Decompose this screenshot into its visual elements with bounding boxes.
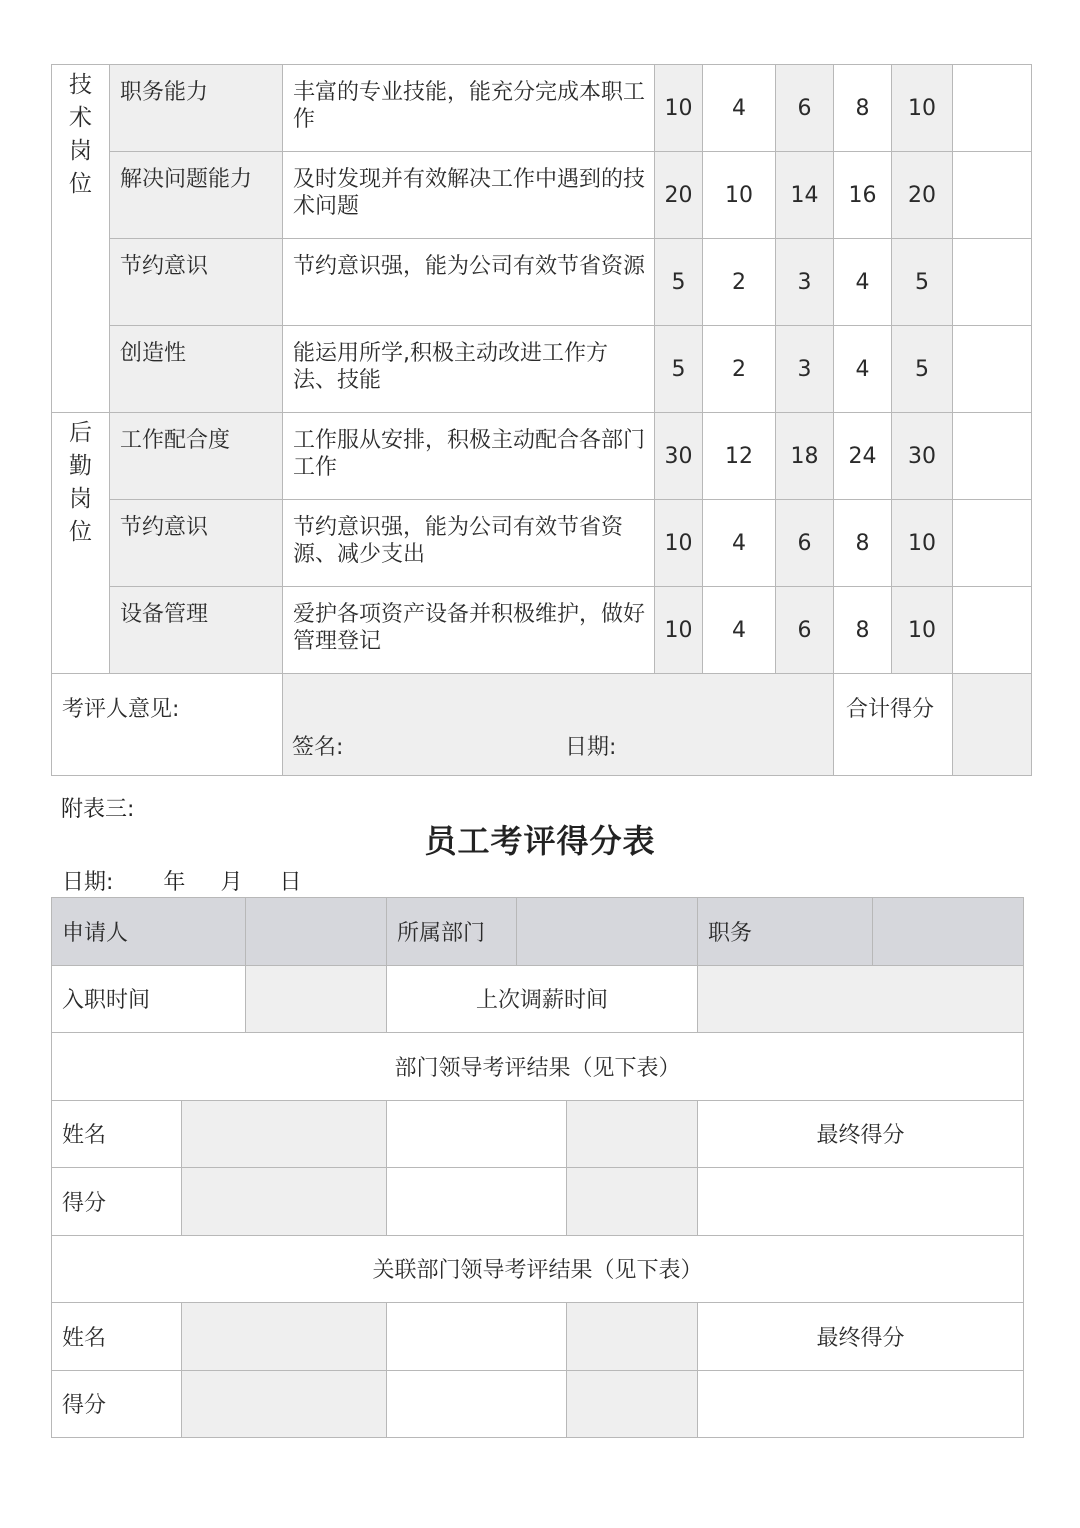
- score-cell: 5: [655, 326, 703, 413]
- score-cell: 10: [892, 500, 953, 587]
- table-row: [52, 65, 1032, 152]
- section-row: [52, 1033, 1024, 1101]
- actual-score-cell[interactable]: [953, 152, 1032, 239]
- category-label: 后勤岗位: [69, 420, 92, 545]
- item-cell: 创造性: [110, 326, 283, 413]
- score-cell: 10: [892, 587, 953, 674]
- final-score-field[interactable]: [698, 1168, 1024, 1236]
- score-cell: 20: [892, 152, 953, 239]
- score-row: [52, 1168, 1024, 1236]
- remarks-row: [52, 674, 1032, 776]
- score-row: [52, 1370, 1024, 1438]
- date-label: 日期:: [565, 735, 617, 760]
- applicant-field[interactable]: [246, 898, 387, 966]
- name-label: 姓名: [52, 1303, 182, 1371]
- description-cell: 节约意识强，能为公司有效节省资源、减少支出: [283, 500, 655, 587]
- score-cell: 4: [834, 326, 892, 413]
- name-label: 姓名: [52, 1100, 182, 1168]
- final-score-label: 最终得分: [698, 1100, 1024, 1168]
- score-label: 得分: [52, 1168, 182, 1236]
- date-line-label: 日期:: [62, 870, 114, 895]
- actual-score-cell[interactable]: [953, 500, 1032, 587]
- final-score-field[interactable]: [698, 1370, 1024, 1438]
- score-field[interactable]: [387, 1370, 567, 1438]
- actual-score-cell[interactable]: [953, 239, 1032, 326]
- score-cell: 5: [892, 239, 953, 326]
- score-cell: 14: [776, 152, 834, 239]
- last-raise-label: 上次调薪时间: [387, 965, 698, 1033]
- position-label: 职务: [698, 898, 873, 966]
- score-cell: 3: [776, 239, 834, 326]
- score-cell: 3: [776, 326, 834, 413]
- item-cell: 节约意识: [110, 500, 283, 587]
- score-cell: 18: [776, 413, 834, 500]
- score-form-table: [51, 897, 1024, 1438]
- hire-date-row: [52, 965, 1024, 1033]
- department-field[interactable]: [517, 898, 698, 966]
- score-cell: 6: [776, 500, 834, 587]
- description-cell: 爱护各项资产设备并积极维护，做好管理登记: [283, 587, 655, 674]
- actual-score-cell[interactable]: [953, 326, 1032, 413]
- score-cell: 10: [892, 65, 953, 152]
- score-cell: 8: [834, 500, 892, 587]
- score-cell: 12: [703, 413, 776, 500]
- name-field[interactable]: [567, 1100, 698, 1168]
- score-cell: 30: [892, 413, 953, 500]
- evaluation-criteria-table: [51, 64, 1032, 776]
- total-score-cell[interactable]: [953, 674, 1032, 776]
- name-field[interactable]: [182, 1303, 387, 1371]
- score-cell: 10: [655, 65, 703, 152]
- month-label: 月: [220, 870, 243, 895]
- score-field[interactable]: [182, 1168, 387, 1236]
- score-cell: 10: [703, 152, 776, 239]
- table-row: [52, 326, 1032, 413]
- name-row: [52, 1303, 1024, 1371]
- table-row: [52, 239, 1032, 326]
- score-field[interactable]: [567, 1370, 698, 1438]
- actual-score-cell[interactable]: [953, 587, 1032, 674]
- score-cell: 20: [655, 152, 703, 239]
- table-row: [52, 413, 1032, 500]
- item-cell: 节约意识: [110, 239, 283, 326]
- score-cell: 2: [703, 239, 776, 326]
- hire-date-field[interactable]: [246, 965, 387, 1033]
- day-label: 日: [279, 870, 302, 895]
- score-cell: 8: [834, 65, 892, 152]
- table-row: [52, 152, 1032, 239]
- name-field[interactable]: [387, 1100, 567, 1168]
- section-title-dept: 部门领导考评结果（见下表）: [52, 1033, 1024, 1101]
- description-cell: 及时发现并有效解决工作中遇到的技术问题: [283, 152, 655, 239]
- item-cell: 解决问题能力: [110, 152, 283, 239]
- score-cell: 16: [834, 152, 892, 239]
- actual-score-cell[interactable]: [953, 65, 1032, 152]
- score-cell: 4: [834, 239, 892, 326]
- last-raise-field[interactable]: [698, 965, 1024, 1033]
- name-field[interactable]: [567, 1303, 698, 1371]
- position-field[interactable]: [873, 898, 1024, 966]
- item-cell: 职务能力: [110, 65, 283, 152]
- remarks-label: 考评人意见:: [52, 674, 283, 776]
- score-label: 得分: [52, 1370, 182, 1438]
- name-row: [52, 1100, 1024, 1168]
- name-field[interactable]: [182, 1100, 387, 1168]
- score-cell: 5: [655, 239, 703, 326]
- signature-label: 签名:: [292, 735, 344, 760]
- remarks-area[interactable]: [283, 674, 834, 776]
- score-cell: 4: [703, 587, 776, 674]
- year-label: 年: [163, 870, 186, 895]
- category-label: 技术岗位: [69, 72, 92, 197]
- appendix-label: 附表三:: [61, 797, 135, 822]
- score-cell: 6: [776, 587, 834, 674]
- section-title-related-dept: 关联部门领导考评结果（见下表）: [52, 1235, 1024, 1303]
- score-cell: 30: [655, 413, 703, 500]
- score-field[interactable]: [387, 1168, 567, 1236]
- applicant-label: 申请人: [52, 898, 246, 966]
- description-cell: 丰富的专业技能，能充分完成本职工作: [283, 65, 655, 152]
- score-cell: 24: [834, 413, 892, 500]
- score-field[interactable]: [567, 1168, 698, 1236]
- table-row: [52, 587, 1032, 674]
- score-cell: 4: [703, 500, 776, 587]
- table-row: [52, 500, 1032, 587]
- category-cell: [52, 413, 110, 674]
- total-score-label: 合计得分: [834, 674, 953, 776]
- score-cell: 2: [703, 326, 776, 413]
- hire-date-label: 入职时间: [52, 965, 246, 1033]
- score-cell: 8: [834, 587, 892, 674]
- score-cell: 6: [776, 65, 834, 152]
- description-cell: 能运用所学,积极主动改进工作方法、技能: [283, 326, 655, 413]
- description-cell: 工作服从安排，积极主动配合各部门工作: [283, 413, 655, 500]
- name-field[interactable]: [387, 1303, 567, 1371]
- item-cell: 工作配合度: [110, 413, 283, 500]
- description-cell: 节约意识强，能为公司有效节省资源: [283, 239, 655, 326]
- score-cell: 5: [892, 326, 953, 413]
- score-cell: 4: [703, 65, 776, 152]
- header-row: [52, 898, 1024, 966]
- section-row: [52, 1235, 1024, 1303]
- score-field[interactable]: [182, 1370, 387, 1438]
- category-cell: [52, 65, 110, 413]
- form-title: 员工考评得分表: [424, 822, 656, 860]
- actual-score-cell[interactable]: [953, 413, 1032, 500]
- department-label: 所属部门: [387, 898, 517, 966]
- item-cell: 设备管理: [110, 587, 283, 674]
- date-line: [62, 865, 301, 896]
- score-cell: 10: [655, 587, 703, 674]
- final-score-label: 最终得分: [698, 1303, 1024, 1371]
- score-cell: 10: [655, 500, 703, 587]
